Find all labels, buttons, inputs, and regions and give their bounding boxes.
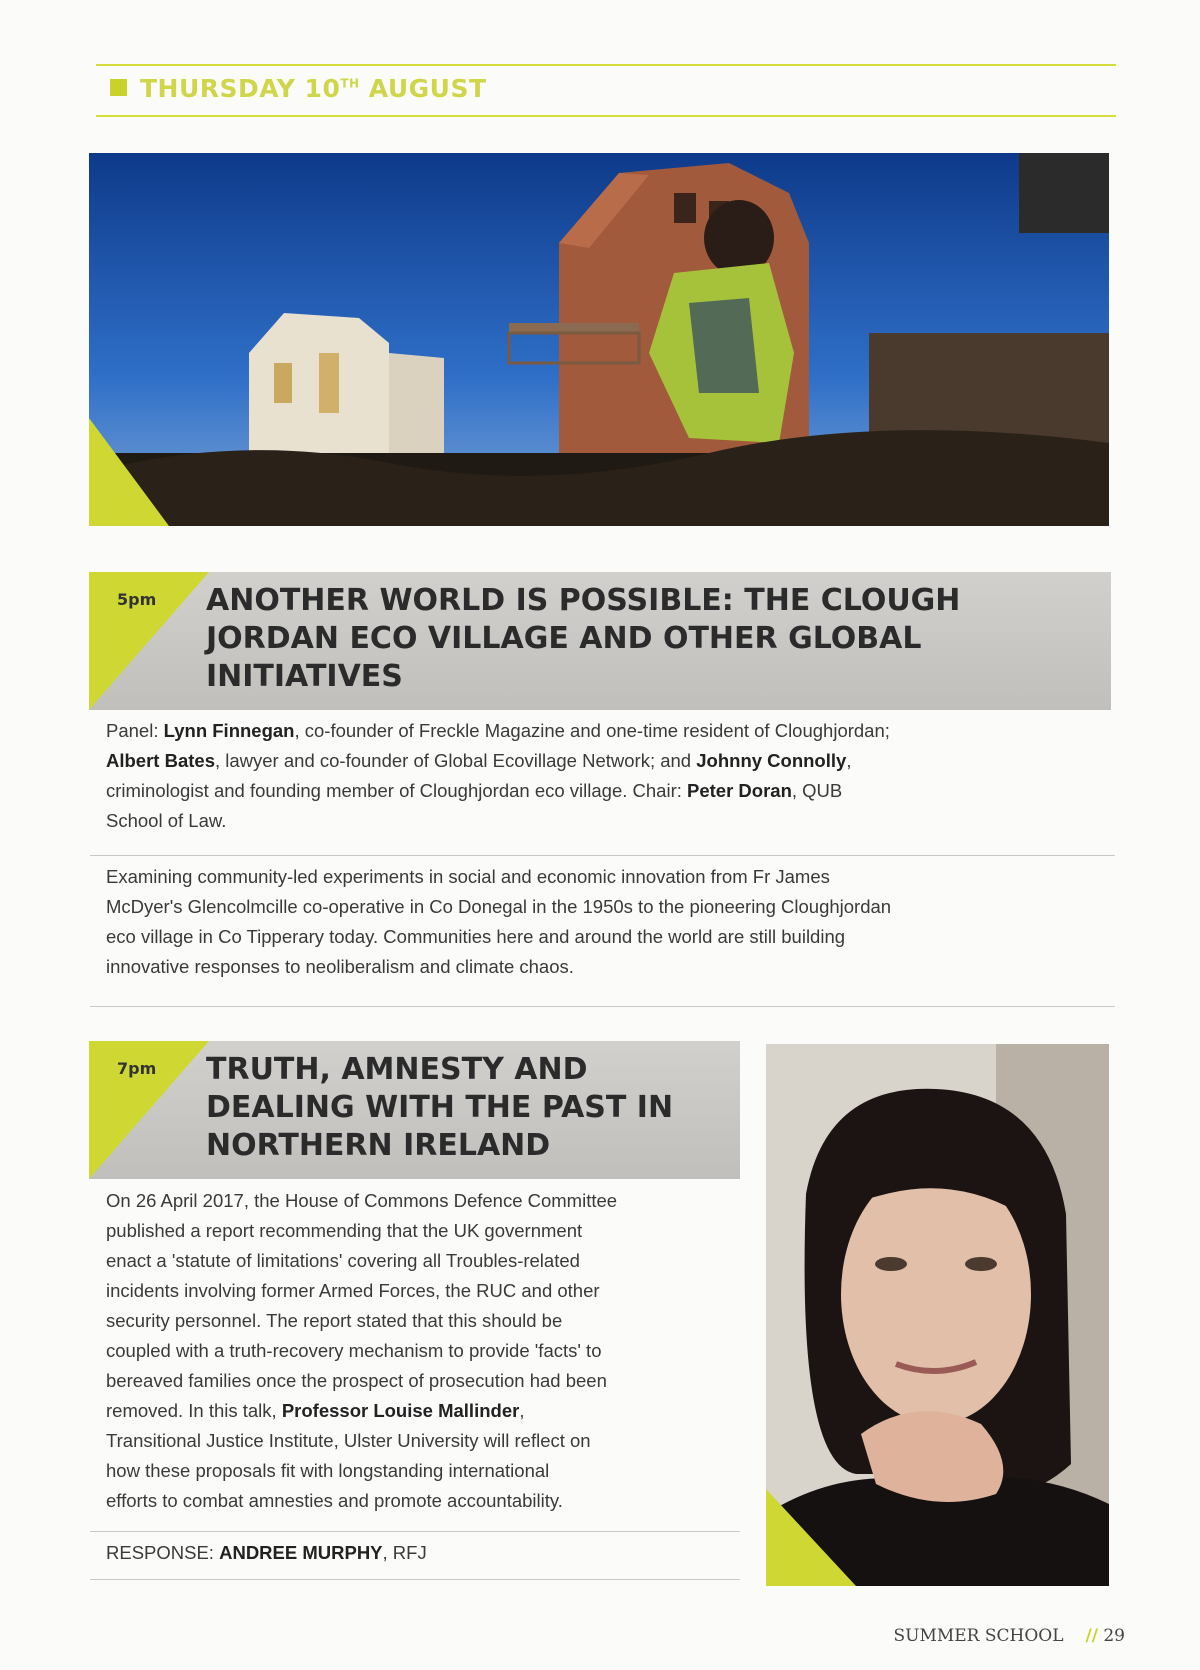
day-heading: THURSDAY 10TH AUGUST	[140, 74, 487, 103]
section-name: SUMMER SCHOOL	[893, 1626, 1064, 1646]
divider	[90, 1006, 1115, 1007]
event1-title-band	[89, 572, 1111, 710]
event2-response: RESPONSE: ANDREE MURPHY, RFJ	[106, 1542, 427, 1563]
page-number: 29	[1103, 1626, 1125, 1646]
divider	[90, 1579, 740, 1580]
speaker-name: Professor Louise Mallinder	[281, 1400, 520, 1421]
square-bullet-icon	[110, 79, 127, 96]
event2-title: TRUTH, AMNESTY AND DEALING WITH THE PAST IN NORTHERN IRELAND	[206, 1052, 674, 1163]
event2-body: On 26 April 2017, the House of Commons Defence Committee published a report recommending that the UK government enact a 'statute of limitations' covering all Troubles-related incidents involving former Armed Forces, the RUC and other security personnel. The report stated that this should be coupled with a truth-recovery mechanism to provide 'facts' to bereaved families once the prospect of prosecution had been removed. In this talk, Professor Louise Mallinder, Transitional Justice Institute, Ulster University will reflect on how these proposals fit with longstanding international efforts to combat amnesties and promote accountability.	[106, 1190, 618, 1511]
event1-panel: Panel: Lynn Finnegan, co-founder of Freckle Magazine and one-time resident of Cloughjordan; Albert Bates, lawyer and co-founder of Global Ecovillage Network; and Johnny Connolly, criminologist and founding member of Cloughjordan eco village. Chair: Peter Doran, QUB School of Law.	[106, 720, 890, 831]
event1-title: ANOTHER WORLD IS POSSIBLE: THE CLOUGH JORDAN ECO VILLAGE AND OTHER GLOBAL INITIATIVES	[206, 583, 961, 694]
event1-description: Examining community-led experiments in social and economic innovation from Fr James McDyer's Glencolmcille co-operative in Co Donegal in the 1950s to the pioneering Cloughjordan eco village in Co Tipperary today. Communities here and around the world are still building innovative responses to neoliberalism and climate chaos.	[106, 866, 892, 977]
event2-time: 7pm	[117, 1059, 157, 1078]
page-footer	[893, 1626, 1125, 1646]
eco-village-photo	[89, 153, 1109, 526]
separator: //	[1085, 1626, 1098, 1646]
event1-time: 5pm	[117, 590, 157, 609]
top-rule	[96, 64, 1116, 66]
header-rule	[96, 115, 1116, 117]
event2-title-band	[89, 1041, 740, 1179]
speaker-portrait-photo	[766, 1044, 1109, 1586]
divider	[90, 855, 1115, 856]
divider	[90, 1531, 740, 1532]
